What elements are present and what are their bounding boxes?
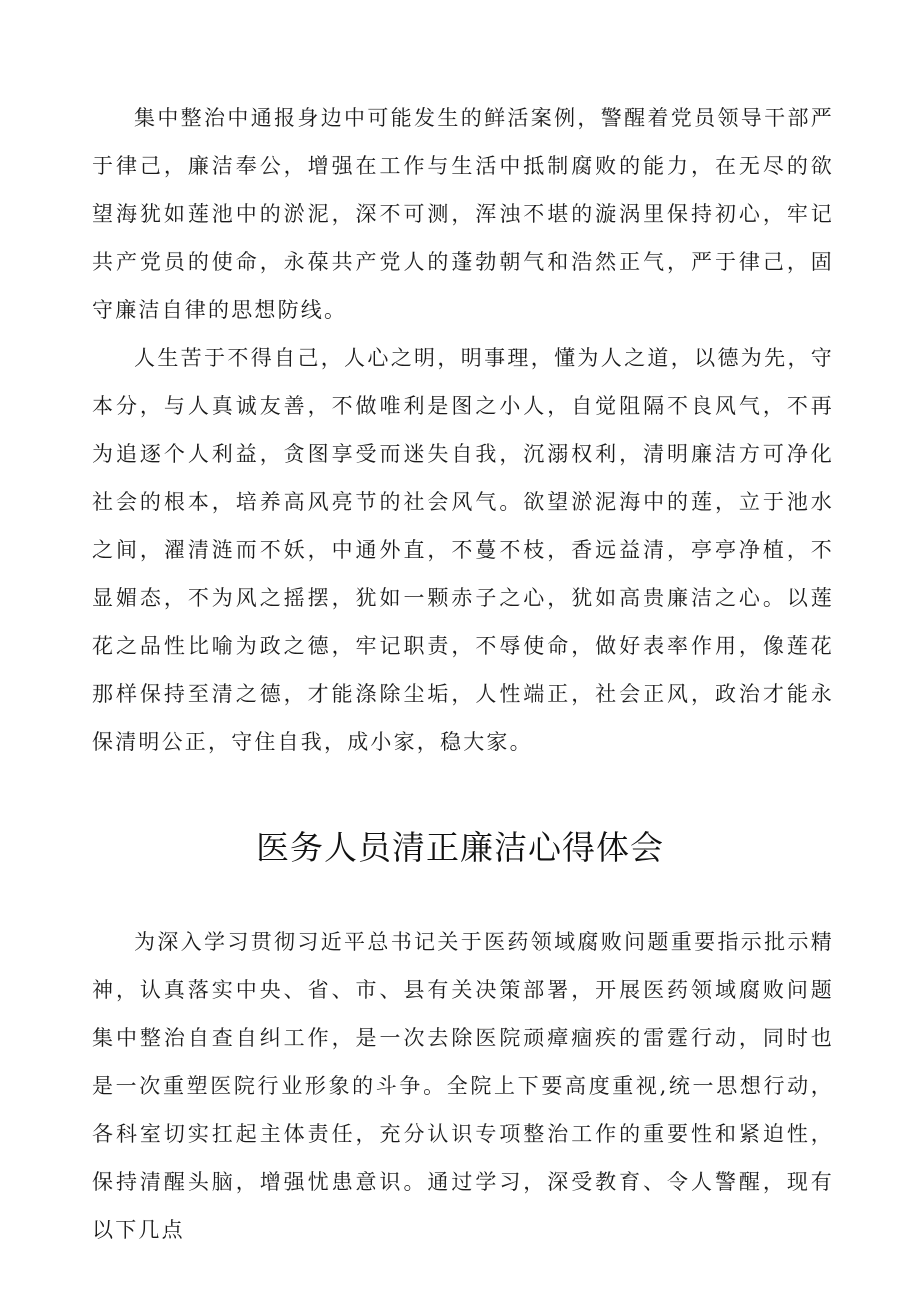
paragraph-2: 人生苦于不得自己，人心之明，明事理，懂为人之道，以德为先，守本分，与人真诚友善，不做唯利是图之小人，自觉阻隔不良风气，不再为追逐个人利益，贪图享受而迷失自我，沉溺权利，清明廉洁方可净化社会的根本，培养高风亮节的社会风气。欲望淤泥海中的莲，立于池水之间，濯清涟而不妖，中通外直，不蔓不枝，香远益清，亭亭净植，不显媚态，不为风之摇摆，犹如一颗赤子之心，犹如高贵廉洁之心。以莲花之品性比喻为政之德，牢记职责，不辱使命，做好表率作用，像莲花那样保持至清之德，才能涤除尘垢，人性端正，社会正风，政治才能永保清明公正，守住自我，成小家，稳大家。: [92, 346, 834, 754]
intro-paragraph: 为深入学习贯彻习近平总书记关于医药领域腐败问题重要指示批示精神，认真落实中央、省、市、县有关决策部署，开展医药领域腐败问题集中整治自查自纠工作，是一次去除医院顽瘴痼疾的雷霆行动，同时也是一次重塑医院行业形象的斗争。全院上下要高度重视,统一思想行动，各科室切实扛起主体责任，充分认识专项整治工作的重要性和紧迫性，保持清醒头脑，增强忧患意识。通过学习，深受教育、令人警醒，现有以下几点: [92, 930, 834, 1242]
paragraph-1: 集中整治中通报身边中可能发生的鲜活案例，警醒着党员领导干部严于律己，廉洁奉公，增强在工作与生活中抵制腐败的能力，在无尽的欲望海犹如莲池中的淤泥，深不可测，浑浊不堪的漩涡里保持初心，牢记共产党员的使命，永葆共产党人的蓬勃朝气和浩然正气，严于律己，固守廉洁自律的思想防线。: [92, 106, 834, 322]
section-title: 医务人员清正廉洁心得体会: [256, 828, 664, 867]
